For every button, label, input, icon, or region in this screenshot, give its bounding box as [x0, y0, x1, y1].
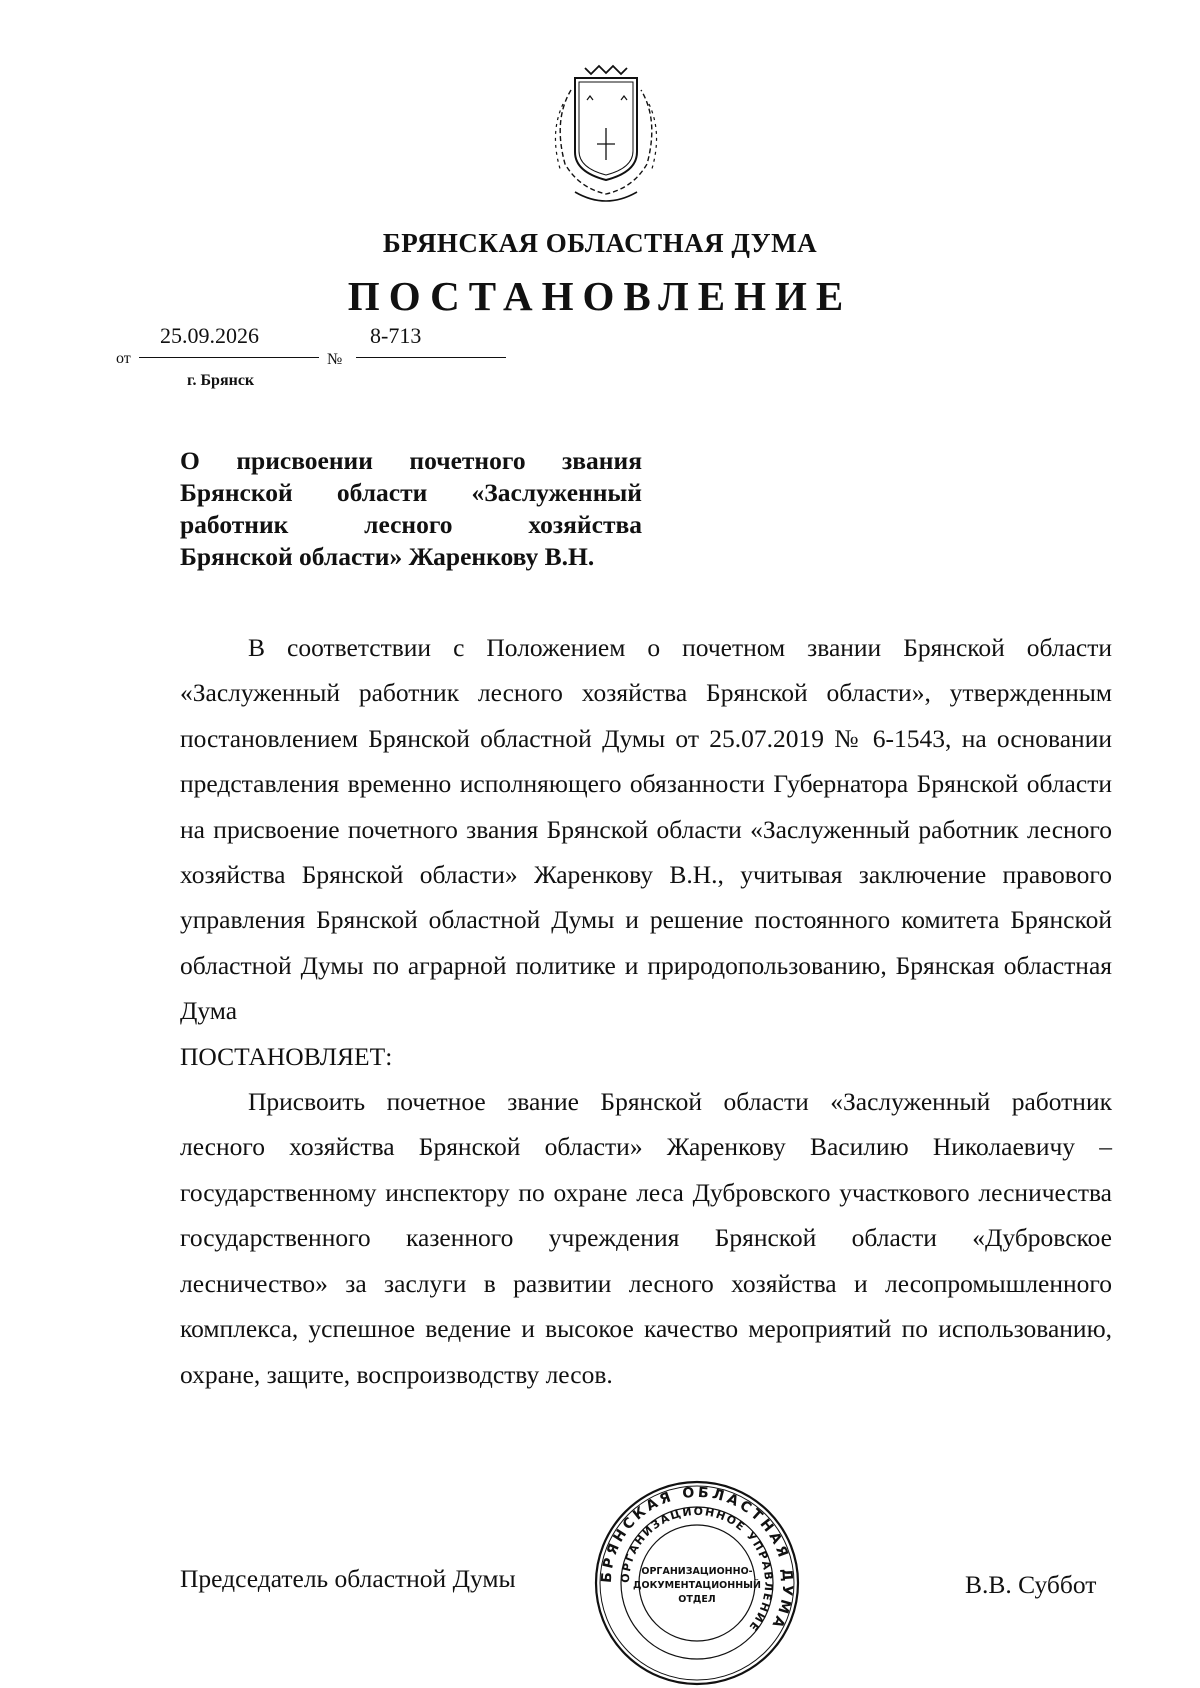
- title-line: Брянской области «Заслуженный: [180, 478, 642, 507]
- stamp-inner-ring-text: ОРГАНИЗАЦИОННОЕ УПРАВЛЕНИЕ: [618, 1504, 776, 1635]
- title-line: О присвоении почетного звания: [180, 446, 642, 475]
- title-line: работник лесного хозяйства: [180, 510, 642, 539]
- document-body: [180, 625, 1112, 1397]
- decree-word: ПОСТАНОВЛЯЕТ:: [180, 1041, 393, 1071]
- number-prefix: №: [327, 351, 343, 368]
- stamp-center-line: ОРГАНИЗАЦИОННО-: [641, 1566, 753, 1577]
- body-paragraph-decision: Присвоить почетное звание Брянской области «Заслуженный работник лесного хозяйства Брянской области» Жаренкову Василию Николаевичу – государственному инспектору по охране леса Дубровского участкового лесничества государственного казенного учреждения Брянской области «Дубровское лесничество» за заслуги в развитии лесного хозяйства и лесопромышленного комплекса, успешное ведение и высокое качество мероприятий по использованию, охране, защите, воспроизводству лесов.: [180, 1087, 1112, 1389]
- coat-of-arms-emblem: [535, 60, 677, 210]
- organization-name: БРЯНСКАЯ ОБЛАСТНАЯ ДУМА: [382, 228, 818, 258]
- stamp-center-line: ДОКУМЕНТАЦИОННЫЙ: [633, 1580, 761, 1591]
- city: г. Брянск: [187, 372, 255, 389]
- stamp-center-line: ОТДЕЛ: [678, 1594, 716, 1605]
- document-title: [180, 445, 642, 573]
- document-number: 8-713: [370, 323, 422, 348]
- signatory-position: Председатель областной Думы: [180, 1564, 516, 1593]
- body-paragraph-basis: В соответствии с Положением о почетном звании Брянской области «Заслуженный работник лесного хозяйства Брянской области», утвержденным постановлением Брянской областной Думы от 25.07.2019 № 6-1543, на основании представления временно исполняющего обязанности Губернатора Брянской области на присвоение почетного звания Брянской области «Заслуженный работник лесного хозяйства Брянской области» Жаренкову В.Н., учитывая заключение правового управления Брянской областной Думы и решение постоянного комитета Брянской областной Думы по аграрной политике и природопользованию, Брянская областная Дума: [180, 633, 1112, 1026]
- date-underline: [139, 357, 319, 358]
- stamp-ring-text: БРЯНСКАЯ ОБЛАСТНАЯ ДУМА: [598, 1484, 796, 1633]
- title-line: Брянской области» Жаренкову В.Н.: [180, 542, 595, 571]
- date-prefix: от: [116, 350, 131, 367]
- document-date: 25.09.2026: [160, 323, 259, 348]
- signatory-name: В.В. Суббот: [965, 1570, 1097, 1599]
- number-underline: [356, 357, 506, 358]
- document-type: ПОСТАНОВЛЕНИЕ: [347, 273, 853, 319]
- official-stamp: [592, 1478, 802, 1688]
